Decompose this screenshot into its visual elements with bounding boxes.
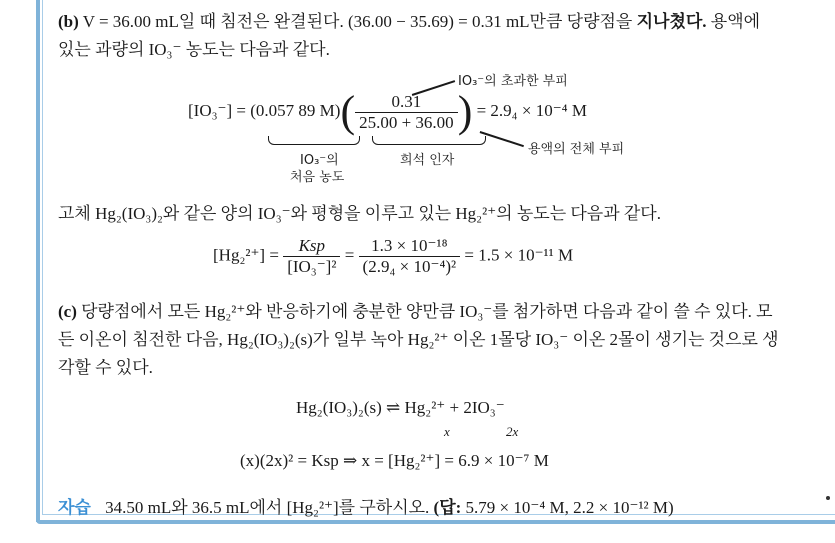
exercise-line bbox=[58, 493, 674, 518]
eq2-den1: [IO₃⁻]² bbox=[283, 256, 340, 277]
brace-dilution bbox=[372, 136, 486, 145]
part-c-line2: 든 이온이 침전한 다음, Hg₂(IO₃)₂(s)가 일부 녹아 Hg₂²⁺ 이온 1몰당 IO₃⁻ 이온 2몰이 생기는 것으로 생 bbox=[58, 330, 779, 349]
eq2-den2: (2.9₄ × 10⁻⁴)² bbox=[359, 256, 461, 277]
eq2-eq: = bbox=[344, 245, 355, 265]
eq1-fraction bbox=[355, 92, 458, 133]
part-b-line1-end: 용액에 bbox=[706, 12, 761, 31]
eq2-fraction-2 bbox=[359, 236, 461, 277]
part-c-label: (c) bbox=[58, 302, 77, 321]
eq2-right: = 1.5 × 10⁻¹¹ M bbox=[464, 245, 574, 265]
annot-initial-1: IO₃⁻의 bbox=[300, 153, 339, 168]
mid-line: 고체 Hg₂(IO₃)₂와 같은 양의 IO₃⁻와 평형을 이루고 있는 Hg₂²⁺의 농도는 다음과 같다. bbox=[58, 204, 661, 223]
part-b-line1: V = 36.00 mL일 때 침전은 완결된다. (36.00 − 35.69) = 0.31 mL만큼 당량점을 bbox=[82, 12, 633, 31]
annot-total-volume: 용액의 전체 부피 bbox=[528, 142, 625, 157]
annot-dilution: 희석 인자 bbox=[400, 153, 455, 168]
eq1-right: = 2.9₄ × 10⁻⁴ M bbox=[476, 100, 587, 120]
eq2-left: [Hg₂²⁺] = bbox=[213, 245, 279, 265]
part-c-paragraph bbox=[58, 298, 803, 382]
margin-dot bbox=[826, 496, 830, 500]
equation-hg-concentration bbox=[213, 236, 573, 277]
equation-dissolution: Hg₂(IO₃)₂(s) ⇌ Hg₂²⁺ + 2IO₃⁻ bbox=[296, 398, 505, 417]
eq3-x-label: x bbox=[444, 424, 450, 439]
eq1-left: [IO₃⁻] = (0.057 89 M) bbox=[188, 100, 341, 120]
brace-initial-conc bbox=[268, 136, 360, 145]
exercise-text: 34.50 mL와 36.5 mL에서 [Hg₂²⁺]를 구하시오. bbox=[105, 498, 430, 517]
eq1-paren-close: ) bbox=[457, 87, 473, 136]
annot-initial-2: 처음 농도 bbox=[290, 170, 345, 185]
eq2-num1: Ksp bbox=[298, 236, 326, 255]
equation-solve-x: (x)(2x)² = Ksp ⇒ x = [Hg₂²⁺] = 6.9 × 10⁻⁷ M bbox=[240, 451, 549, 470]
part-c-line1: 당량점에서 모든 Hg₂²⁺와 반응하기에 충분한 양만큼 IO₃⁻를 첨가하면 다음과 같이 쓸 수 있다. 모 bbox=[81, 302, 773, 321]
part-c-line3: 각할 수 있다. bbox=[58, 358, 153, 377]
eq2-fraction-1 bbox=[283, 236, 340, 277]
mid-paragraph bbox=[58, 200, 803, 228]
eq1-denominator: 25.00 + 36.00 bbox=[355, 112, 458, 133]
part-b-line2: 있는 과량의 IO₃⁻ 농도는 다음과 같다. bbox=[58, 40, 330, 59]
part-b-paragraph bbox=[58, 8, 803, 64]
eq3-2x-label: 2x bbox=[506, 424, 519, 439]
part-b-line1-bold: 지나쳤다. bbox=[636, 12, 707, 31]
page-border-left bbox=[36, 0, 40, 522]
exercise-answer: 5.79 × 10⁻⁴ M, 2.2 × 10⁻¹² M) bbox=[465, 498, 674, 517]
eq1-numerator: 0.31 bbox=[391, 91, 422, 111]
part-b-label: (b) bbox=[58, 12, 79, 31]
eq2-num2: 1.3 × 10⁻¹⁸ bbox=[371, 236, 448, 255]
equation-io3-concentration bbox=[188, 87, 587, 136]
exercise-label: 자습 bbox=[58, 498, 91, 518]
annot-excess-volume: IO₃⁻의 초과한 부피 bbox=[458, 74, 568, 89]
page-border-bottom bbox=[36, 520, 835, 524]
eq1-paren-open: ( bbox=[340, 87, 356, 136]
exercise-answer-label: (답: bbox=[433, 498, 462, 517]
page-border-left-inner bbox=[42, 0, 43, 515]
